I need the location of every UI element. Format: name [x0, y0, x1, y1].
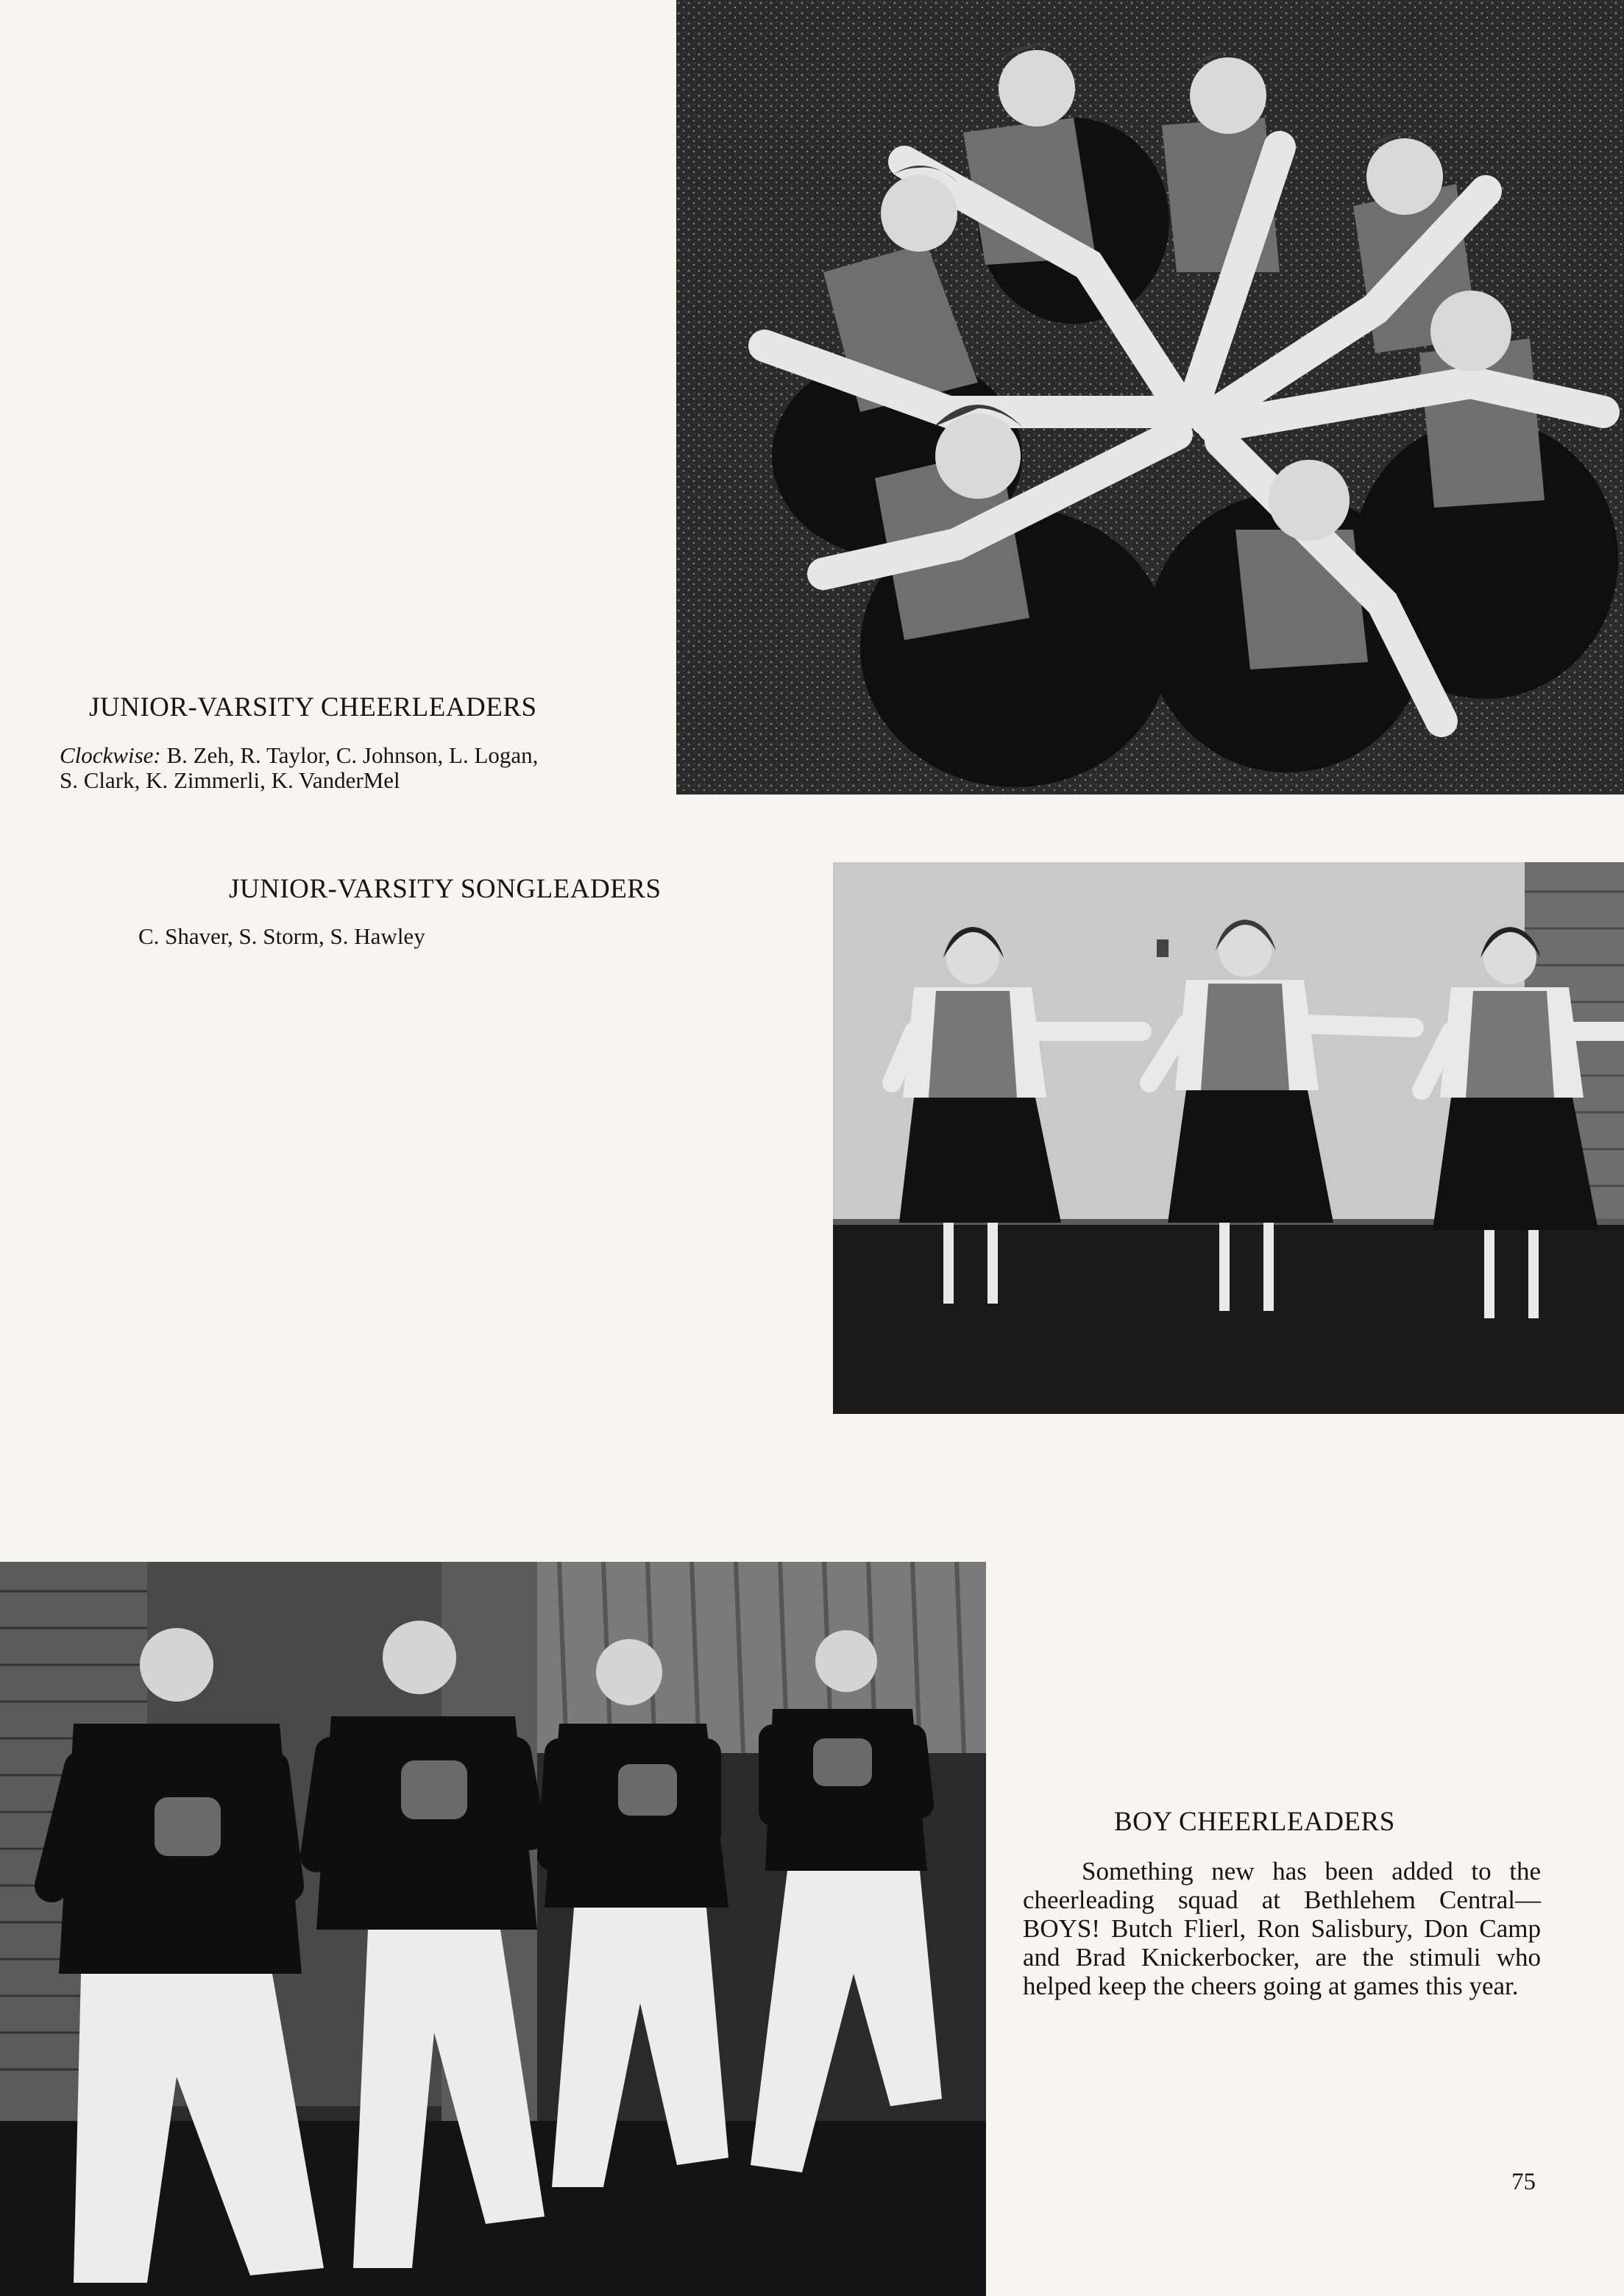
jv-songleaders-heading: JUNIOR-VARSITY SONGLEADERS	[229, 874, 662, 904]
jv-cheerleaders-caption	[60, 743, 663, 793]
caption-names-line1: B. Zeh, R. Taylor, C. Johnson, L. Logan,	[166, 742, 539, 768]
boy-cheerleaders-body	[1023, 1857, 1541, 2000]
boy-cheerleaders-paragraph: Something new has been added to the cheerleading squad at Bethlehem Central—BOYS! Butch Flierl, Ron Salisbury, Don Camp and Brad Knickerbocker, are the stimuli who helped keep the cheers going at games this year.	[1023, 1857, 1541, 2000]
jv-songleaders-photo	[833, 862, 1624, 1414]
boy-cheerleaders-heading: BOY CHEERLEADERS	[1114, 1807, 1395, 1837]
caption-prefix: Clockwise:	[60, 742, 161, 768]
jv-cheerleaders-photo	[676, 0, 1624, 795]
boy-cheerleaders-photo	[0, 1562, 986, 2296]
caption-names-line2: S. Clark, K. Zimmerli, K. VanderMel	[60, 767, 400, 793]
jv-cheerleaders-heading: JUNIOR-VARSITY CHEERLEADERS	[89, 692, 537, 722]
page-number: 75	[1511, 2169, 1536, 2195]
jv-songleaders-names: C. Shaver, S. Storm, S. Hawley	[138, 923, 425, 949]
